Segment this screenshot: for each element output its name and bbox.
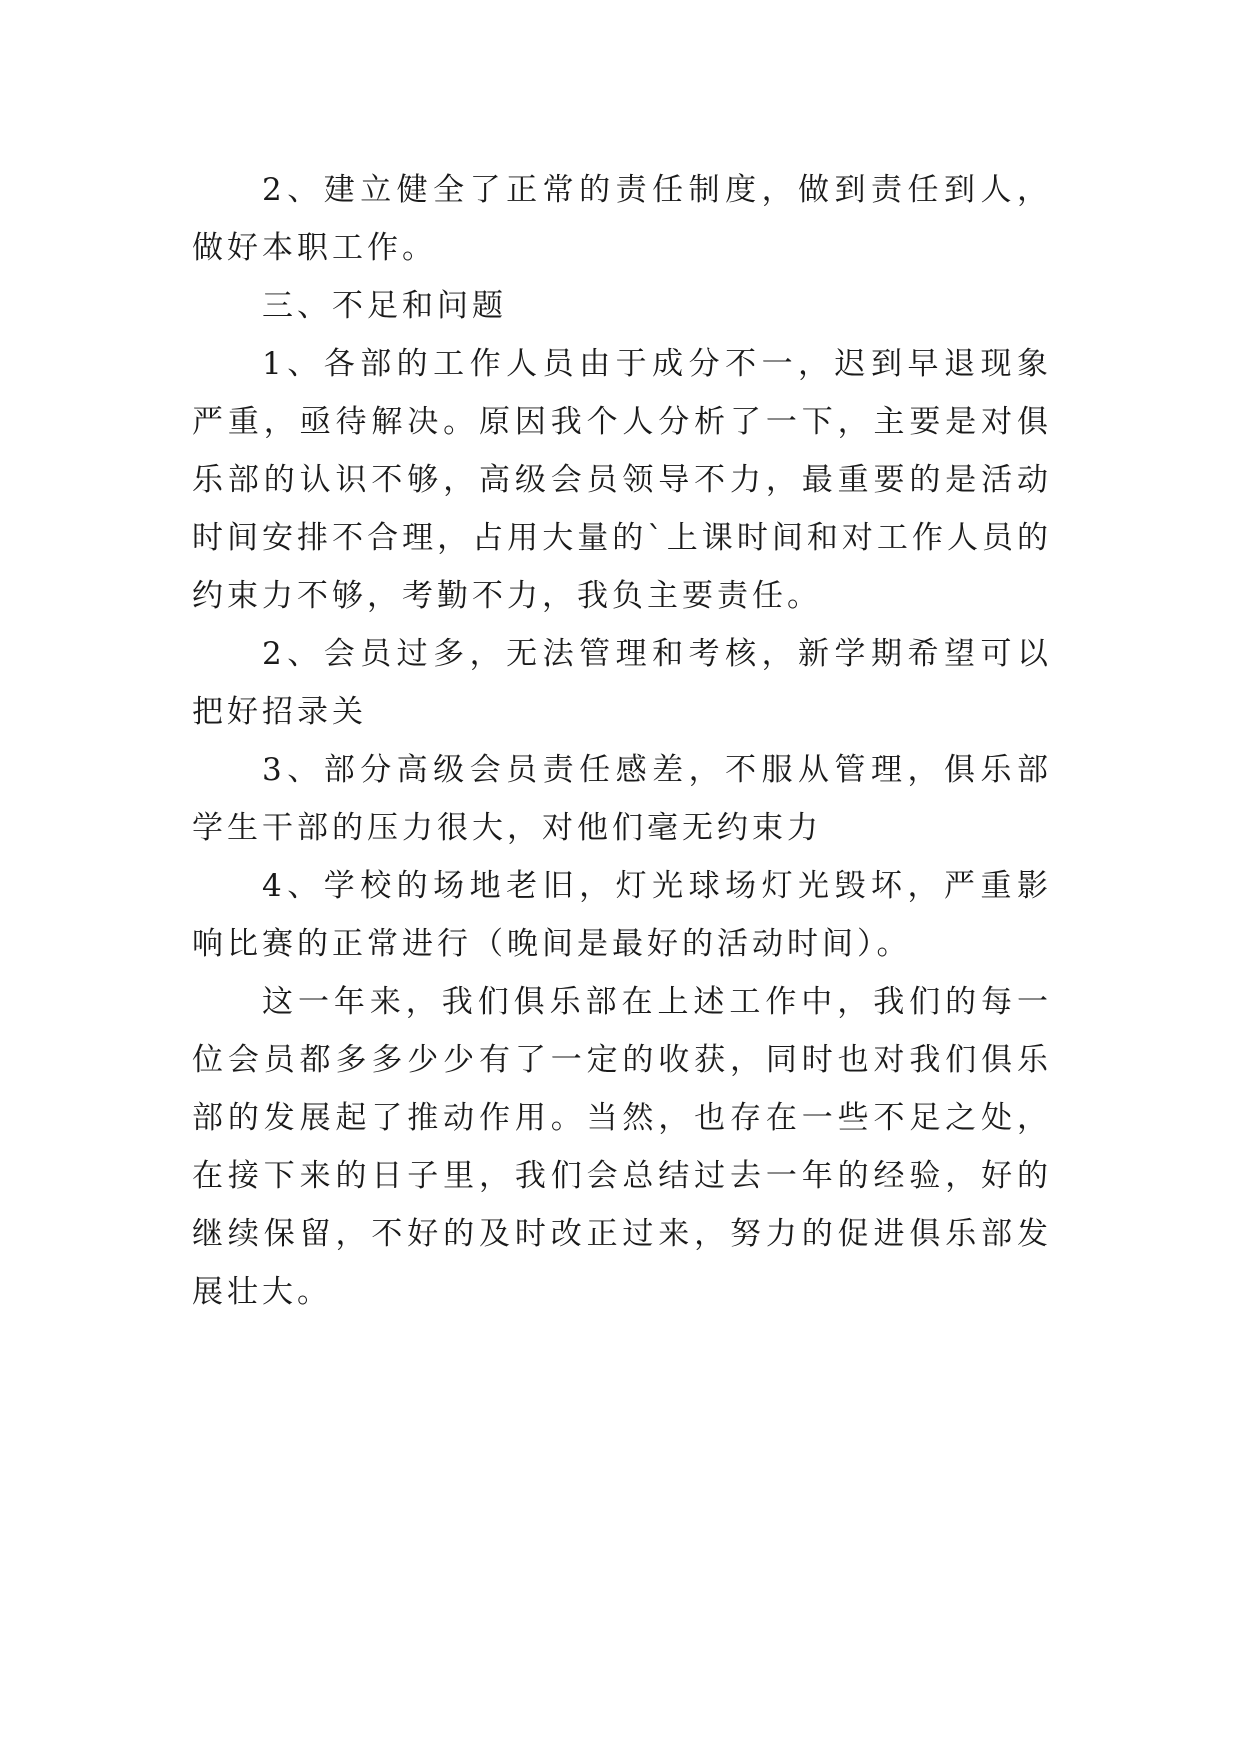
paragraph-attendance-problem: 1、各部的工作人员由于成分不一，迟到早退现象严重，亟待解决。原因我个人分析了一下，主要是对俱乐部的认识不够，高级会员领导不力，最重要的是活动时间安排不合理，占用大量的`上课时间和对工作人员的约束力不够，考勤不力，我负主要责任。	[192, 346, 1052, 614]
paragraph-too-many-members: 2、会员过多，无法管理和考核，新学期希望可以把好招录关	[192, 636, 1052, 730]
document-body	[192, 161, 1052, 1321]
paragraph-responsibility-system: 2、建立健全了正常的责任制度，做到责任到人，做好本职工作。	[192, 172, 1052, 266]
section-heading-shortcomings: 三、不足和问题	[262, 288, 507, 324]
paragraph-conclusion: 这一年来，我们俱乐部在上述工作中，我们的每一位会员都多多少少有了一定的收获，同时也对我们俱乐部的发展起了推动作用。当然，也存在一些不足之处，在接下来的日子里，我们会总结过去一年的经验，好的继续保留，不好的及时改正过来，努力的促进俱乐部发展壮大。	[192, 984, 1052, 1310]
paragraph-senior-members: 3、部分高级会员责任感差，不服从管理，俱乐部学生干部的压力很大，对他们毫无约束力	[192, 752, 1052, 846]
paragraph-facilities: 4、学校的场地老旧，灯光球场灯光毁坏，严重影响比赛的正常进行（晚间是最好的活动时间）。	[192, 868, 1052, 962]
